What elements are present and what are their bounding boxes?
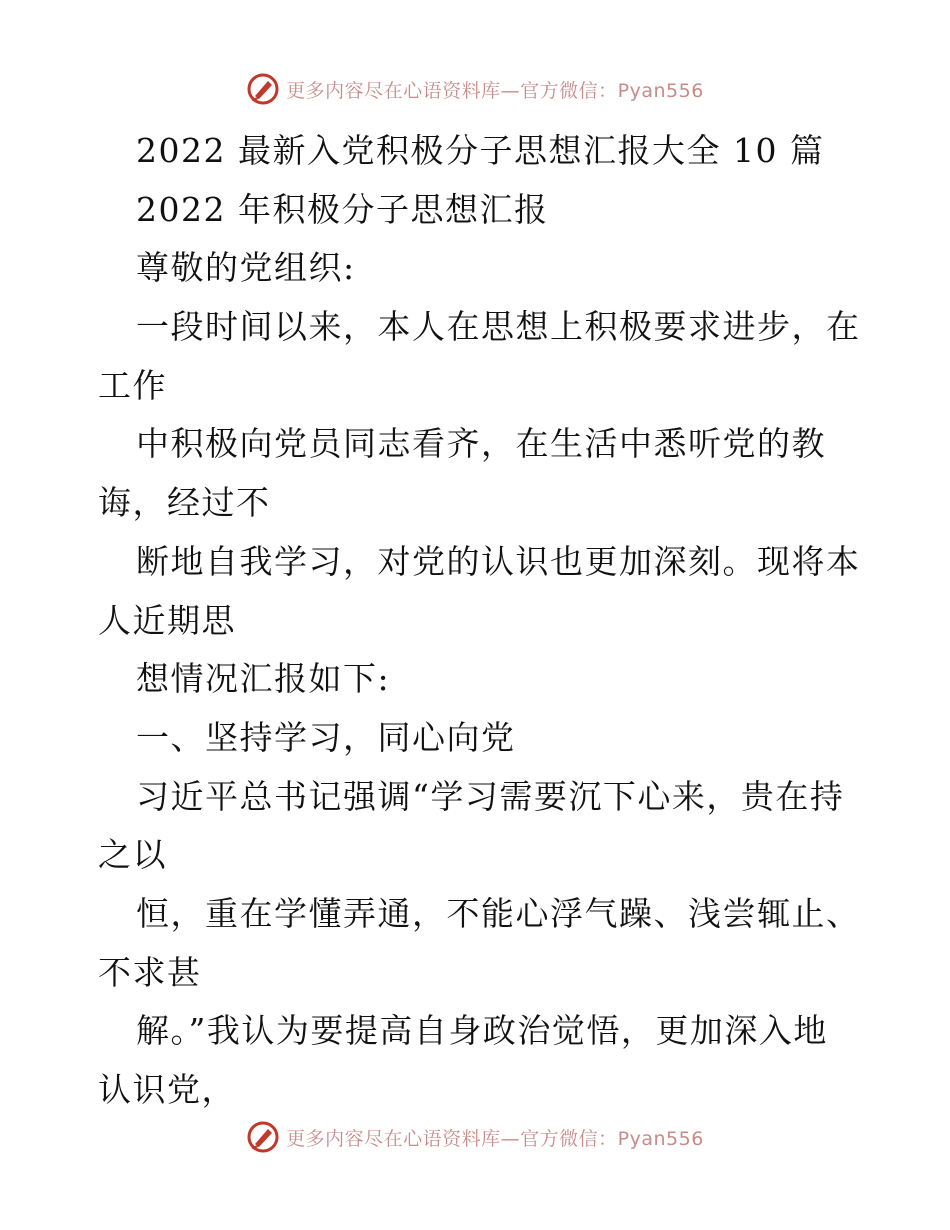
pen-logo-icon <box>246 72 280 106</box>
body-line: 认识党， <box>98 1070 236 1109</box>
body-line: 断地自我学习，对党的认识也更加深刻。现将本 <box>136 541 861 581</box>
body-line: 习近平总书记强调“学习需要沉下心来，贵在持 <box>136 776 845 816</box>
salutation: 尊敬的党组织: <box>136 248 356 288</box>
body-line: 之以 <box>98 835 167 875</box>
section-heading: 一、坚持学习，同心向党 <box>136 717 516 757</box>
body-line: 恒，重在学懂弄通，不能心浮气躁、浅尝辄止、 <box>136 893 861 933</box>
watermark-text: 更多内容尽在心语资料库—官方微信：Pyan556 <box>286 79 704 102</box>
watermark-footer <box>0 1120 950 1154</box>
body-line: 想情况汇报如下: <box>136 659 391 699</box>
body-line: 人近期思 <box>98 600 236 640</box>
document-subtitle: 2022 年积极分子思想汇报 <box>136 189 549 229</box>
body-line: 解。”我认为要提高自身政治觉悟，更加深入地 <box>136 1011 828 1051</box>
body-line: 不求甚 <box>98 952 202 992</box>
body-line: 一段时间以来，本人在思想上积极要求进步，在 <box>136 307 861 347</box>
body-line: 诲，经过不 <box>98 483 271 523</box>
document-body <box>98 122 861 1120</box>
pen-logo-icon <box>246 1120 280 1154</box>
watermark-header <box>0 72 950 106</box>
document-title: 2022 最新入党积极分子思想汇报大全 10 篇 <box>136 131 825 170</box>
body-line: 中积极向党员同志看齐，在生活中悉听党的教 <box>136 424 826 464</box>
body-line: 工作 <box>98 365 167 405</box>
watermark-text: 更多内容尽在心语资料库—官方微信：Pyan556 <box>286 1127 704 1150</box>
